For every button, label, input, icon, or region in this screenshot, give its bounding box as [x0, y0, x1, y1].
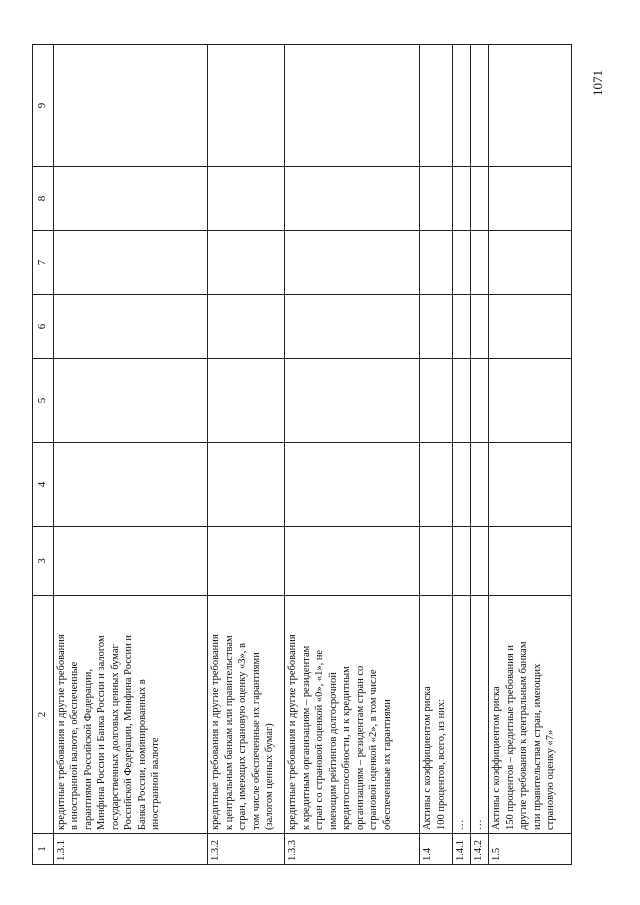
row-description: Активы с коэффициентом риска 100 процентов, всего, из них: [420, 596, 453, 834]
row-description: Активы с коэффициентом риска 150 процентов – кредитные требования и другие требования к центральным банкам или правительствам стран, имеющих страновую оценку «7» [489, 596, 572, 834]
column-header: 3 [33, 527, 54, 596]
column-header: 1 [33, 834, 54, 865]
row-description: … [453, 596, 471, 834]
table-row [285, 45, 420, 865]
row-description: … [471, 596, 489, 834]
column-header: 5 [33, 359, 54, 443]
table-row [53, 45, 208, 865]
table-row [471, 45, 489, 865]
row-number: 1.4 [420, 834, 453, 865]
table-row [420, 45, 453, 865]
row-description: кредитные требования и другие требования в иностранной валюте, обеспеченные гарантиями Российской Федерации, Минфина России и Банка России и залогом государственных долговых ценных бумаг Российской Федерации, Минфина России и Банка России, номинированных в иностранной валюте [53, 596, 208, 834]
row-description: кредитные требования и другие требования к центральным банкам или правительствам стран, имеющих страновую оценку «3», в том числе обеспеченные их гарантиями (залогом ценных бумаг) [208, 596, 285, 834]
row-number: 1.3.2 [208, 834, 285, 865]
column-header: 2 [33, 596, 54, 834]
row-number: 1.4.2 [471, 834, 489, 865]
column-header: 7 [33, 231, 54, 295]
page-number: 1071 [590, 70, 605, 96]
column-header: 9 [33, 45, 54, 167]
column-header: 8 [33, 167, 54, 231]
row-number: 1.3.3 [285, 834, 420, 865]
table-row [489, 45, 572, 865]
table-row [208, 45, 285, 865]
rotated-table-container [32, 45, 572, 865]
column-header: 4 [33, 443, 54, 527]
row-number: 1.5 [489, 834, 572, 865]
row-number: 1.4.1 [453, 834, 471, 865]
row-description: кредитные требования и другие требования к кредитным организациям – резидентам стран со страновой оценкой «0», «1», не имеющим рейтингов долгосрочной кредитоспособности, и к кредитным организациям – резидентам стран со страновой оценкой «2», в том числе обеспеченные их гарантиями [285, 596, 420, 834]
row-number: 1.3.1 [53, 834, 208, 865]
column-header: 6 [33, 295, 54, 359]
table-row [453, 45, 471, 865]
header-row [33, 45, 54, 865]
risk-assets-table [32, 44, 572, 865]
